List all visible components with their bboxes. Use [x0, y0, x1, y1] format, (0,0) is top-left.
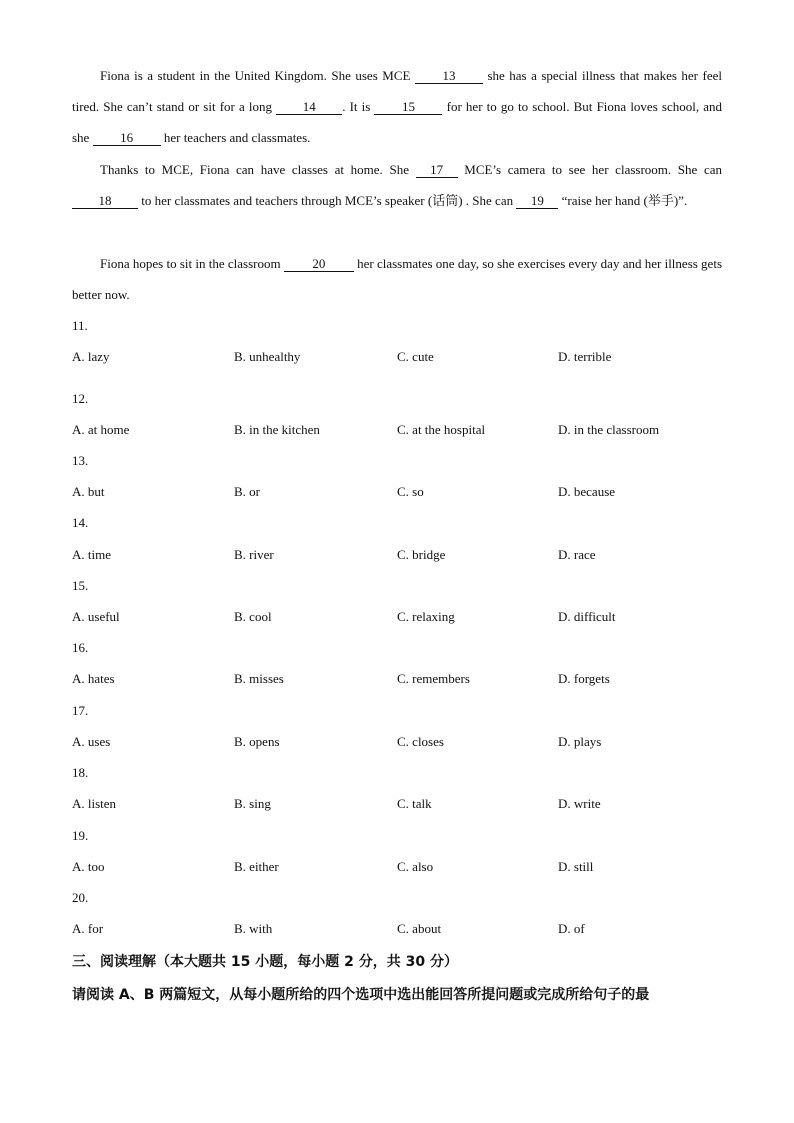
passage-text: MCE’s camera to see her classroom. She can — [457, 162, 722, 177]
option-c: C. so — [397, 484, 424, 499]
option-d: D. still — [558, 859, 594, 874]
question-number: 19. — [72, 828, 89, 843]
option-b: B. cool — [234, 609, 272, 624]
option-b: B. river — [234, 547, 274, 562]
option-a: A. hates — [72, 671, 115, 686]
blank-18: 18 — [72, 194, 138, 209]
option-c: C. cute — [397, 349, 434, 364]
blank-19: 19 — [516, 194, 558, 209]
option-b: B. opens — [234, 734, 280, 749]
option-a: A. uses — [72, 734, 111, 749]
option-d: D. terrible — [558, 349, 612, 364]
option-c: C. talk — [397, 796, 432, 811]
passage-text: to her classmates and teachers through MCE’s speaker (话筒) . She can — [138, 193, 517, 208]
option-c: C. also — [397, 859, 434, 874]
option-a: A. listen — [72, 796, 117, 811]
option-b: B. or — [234, 484, 260, 499]
passage-text: Fiona is a student in the United Kingdom. She uses MCE — [100, 68, 415, 83]
option-b: B. with — [234, 921, 273, 936]
passage-paragraph-2 — [72, 154, 722, 216]
question-number: 13. — [72, 453, 89, 468]
passage-text: her teachers and classmates. — [160, 130, 311, 145]
section-instruction: 请阅读 A、B 两篇短文，从每小题所给的四个选项中选出能回答所提问题或完成所给句子的最 — [72, 987, 650, 1003]
option-a: A. but — [72, 484, 105, 499]
question-number: 18. — [72, 765, 89, 780]
option-c: C. at the hospital — [397, 422, 486, 437]
option-d: D. of — [558, 921, 585, 936]
option-b: B. sing — [234, 796, 271, 811]
question-number: 11. — [72, 318, 88, 333]
option-a: A. time — [72, 547, 111, 562]
option-c: C. remembers — [397, 671, 470, 686]
question-number: 16. — [72, 640, 89, 655]
option-b: B. either — [234, 859, 279, 874]
option-d: D. plays — [558, 734, 602, 749]
option-d: D. write — [558, 796, 601, 811]
question-number: 15. — [72, 578, 89, 593]
question-number: 14. — [72, 515, 89, 530]
passage-text: Thanks to MCE, Fiona can have classes at home. She — [100, 162, 416, 177]
blank-16: 16 — [93, 131, 161, 146]
question-number: 20. — [72, 890, 89, 905]
blank-17: 17 — [416, 163, 458, 178]
option-d: D. because — [558, 484, 616, 499]
option-d: D. difficult — [558, 609, 616, 624]
option-d: D. forgets — [558, 671, 610, 686]
option-d: D. race — [558, 547, 596, 562]
question-number: 17. — [72, 703, 89, 718]
blank-15: 15 — [374, 100, 442, 115]
blank-20: 20 — [284, 257, 354, 272]
option-a: A. useful — [72, 609, 120, 624]
passage-text: Fiona hopes to sit in the classroom — [100, 256, 284, 271]
option-a: A. lazy — [72, 349, 110, 364]
passage-text: “raise her hand (举手)”. — [558, 193, 688, 208]
option-a: A. for — [72, 921, 104, 936]
option-b: B. unhealthy — [234, 349, 301, 364]
passage-text: for her to go to school. But Fiona loves school, and she — [72, 99, 722, 145]
option-d: D. in the classroom — [558, 422, 660, 437]
option-c: C. bridge — [397, 547, 446, 562]
option-b: B. in the kitchen — [234, 422, 320, 437]
option-b: B. misses — [234, 671, 284, 686]
blank-13: 13 — [415, 69, 483, 84]
passage-text: . It is — [342, 99, 375, 114]
question-number: 12. — [72, 391, 89, 406]
passage-text: her classmates one day, so she exercises every day and her illness gets better now. — [72, 256, 723, 302]
option-a: A. too — [72, 859, 105, 874]
section-heading: 三、阅读理解（本大题共 15 小题，每小题 2 分，共 30 分） — [72, 954, 458, 970]
passage-text: she has a special illness that makes her feel tired. She can’t stand or sit for a long — [72, 68, 722, 114]
passage-paragraph-3 — [72, 248, 722, 310]
option-a: A. at home — [72, 422, 130, 437]
blank-14: 14 — [276, 100, 342, 115]
option-c: C. closes — [397, 734, 444, 749]
option-c: C. relaxing — [397, 609, 455, 624]
option-c: C. about — [397, 921, 442, 936]
passage-paragraph-1 — [72, 60, 722, 153]
